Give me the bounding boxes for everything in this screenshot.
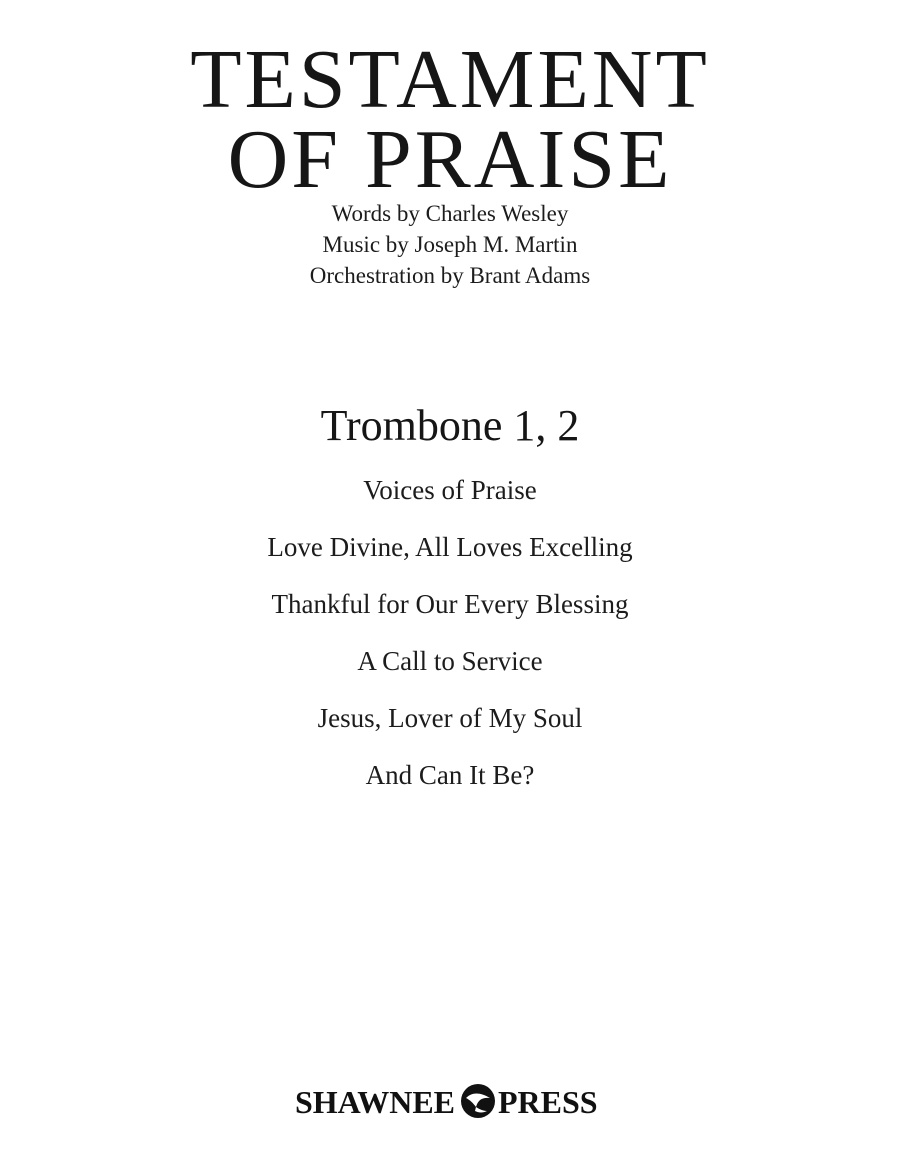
title-line-2: OF PRAISE [227,113,673,206]
credit-words: Words by Charles Wesley [331,201,569,226]
credit-music: Music by Joseph M. Martin [322,232,578,257]
publisher-name-right: PRESS [498,1084,598,1120]
credit-orchestration: Orchestration by Brant Adams [309,263,591,288]
publisher-logo [290,1076,610,1126]
song-title: Love Divine, All Loves Excelling [267,532,633,562]
dove-emblem-icon [461,1084,495,1118]
song-title: A Call to Service [357,646,543,676]
publisher-name-left: SHAWNEE [294,1084,455,1120]
title-line-1: TESTAMENT [190,33,710,126]
part-name: Trombone 1, 2 [320,401,580,450]
song-title: Voices of Praise [363,475,537,505]
song-title: Jesus, Lover of My Soul [317,703,583,733]
song-title: Thankful for Our Every Blessing [271,589,629,619]
song-title: And Can It Be? [365,760,535,790]
